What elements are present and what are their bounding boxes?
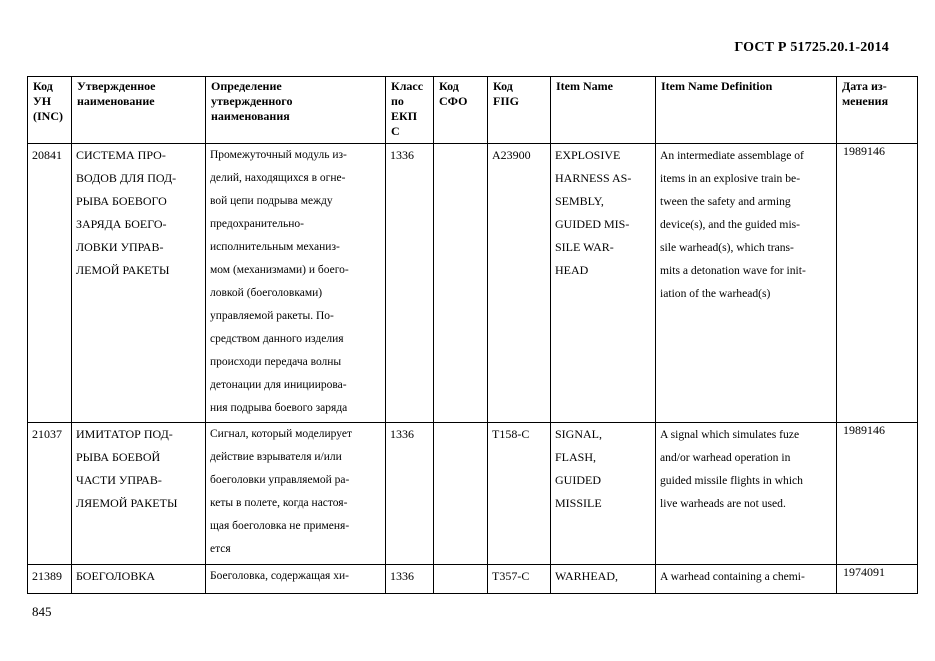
text-line: A signal which simulates fuze <box>660 428 800 441</box>
cell-item-name <box>551 423 656 565</box>
header-text-line: (INC) <box>33 109 63 123</box>
col-header-sfo <box>434 77 488 144</box>
header-text-line: Определение <box>211 79 282 93</box>
cell-fiig: A23900 <box>488 144 551 423</box>
text-line: HEAD <box>555 263 589 277</box>
cell-code: 20841 <box>28 144 72 423</box>
nomenclature-table <box>27 76 918 594</box>
cell-item-name <box>551 565 656 594</box>
text-line: GUIDED MIS- <box>555 217 630 231</box>
cell-definition <box>206 565 386 594</box>
page-number: 845 <box>32 604 52 619</box>
text-line: WARHEAD, <box>555 569 618 583</box>
header-text-line: Item Name <box>556 79 613 93</box>
text-line: guided missile flights in which <box>660 474 803 487</box>
header-text-line: по <box>391 94 404 108</box>
text-line: действие взрывателя и/или <box>210 451 342 463</box>
header-text-line: менения <box>842 94 889 108</box>
header-text-line: утвержденного <box>211 94 293 108</box>
header-text-line: Код <box>439 79 459 93</box>
header-text-line: Утвержденное <box>77 79 156 93</box>
text-line: items in an explosive train be- <box>660 172 801 185</box>
text-line: ЧАСТИ УПРАВ- <box>76 473 162 487</box>
text-line: and/or warhead operation in <box>660 451 791 464</box>
cell-fiig: T357-C <box>488 565 551 594</box>
col-header-date <box>837 77 918 144</box>
col-header-item-def <box>656 77 837 144</box>
table-row <box>28 144 918 423</box>
text-line: A warhead containing a chemi- <box>660 570 805 583</box>
text-line: live warheads are not used. <box>660 497 786 510</box>
text-line: ЗАРЯДА БОЕГО- <box>76 217 167 231</box>
standard-designation: ГОСТ Р 51725.20.1-2014 <box>734 40 889 55</box>
cell-name <box>72 423 206 565</box>
text-line: предохранительно- <box>210 218 304 230</box>
col-header-fiig <box>488 77 551 144</box>
header-text-line: Дата из- <box>842 79 887 93</box>
text-line: Боеголовка, содержащая хи- <box>210 570 349 582</box>
text-line: sile warhead(s), which trans- <box>660 241 794 254</box>
cell-sfo <box>434 144 488 423</box>
header-text-line: С <box>391 124 400 138</box>
text-line: происходи передача волны <box>210 356 342 368</box>
cell-sfo <box>434 423 488 565</box>
text-line: HARNESS AS- <box>555 171 632 185</box>
col-header-class <box>386 77 434 144</box>
cell-date: 1989146 <box>837 144 918 423</box>
text-line: EXPLOSIVE <box>555 148 621 162</box>
cell-code: 21389 <box>28 565 72 594</box>
text-line: tween the safety and arming <box>660 195 791 208</box>
text-line: FLASH, <box>555 450 597 464</box>
col-header-approved-name <box>72 77 206 144</box>
text-line: device(s), and the guided mis- <box>660 218 801 231</box>
header-text-line: УН <box>33 94 52 108</box>
text-line: An intermediate assemblage of <box>660 149 804 162</box>
header-text-line: Код <box>493 79 513 93</box>
text-line: mits a detonation wave for init- <box>660 264 806 277</box>
text-line: боеголовки управляемой ра- <box>210 474 350 486</box>
cell-date: 1989146 <box>837 423 918 565</box>
text-line: Сигнал, который моделирует <box>210 428 352 440</box>
text-line: вой цепи подрыва между <box>210 195 333 207</box>
text-line: SIGNAL, <box>555 427 602 441</box>
header-text-line: Код <box>33 79 53 93</box>
text-line: средством данного изделия <box>210 333 344 345</box>
text-line: БОЕГОЛОВКА <box>76 569 155 583</box>
text-line: РЫВА БОЕВОГО <box>76 194 167 208</box>
text-line: делий, находящихся в огне- <box>210 172 346 184</box>
text-line: ЛОВКИ УПРАВ- <box>76 240 164 254</box>
table-row <box>28 565 918 594</box>
header-text-line: СФО <box>439 94 468 108</box>
cell-item-def <box>656 565 837 594</box>
cell-sfo <box>434 565 488 594</box>
text-line: ния подрыва боевого заряда <box>210 402 348 414</box>
text-line: ЛЕМОЙ РАКЕТЫ <box>76 263 170 277</box>
text-line: SILE WAR- <box>555 240 614 254</box>
text-line: MISSILE <box>555 496 602 510</box>
header-text-line: FIIG <box>493 94 520 108</box>
cell-fiig: T158-C <box>488 423 551 565</box>
header-text-line: наименования <box>211 109 290 123</box>
table-header-row <box>28 77 918 144</box>
cell-class: 1336 <box>386 144 434 423</box>
cell-name <box>72 565 206 594</box>
col-header-item-name <box>551 77 656 144</box>
header-text-line: Item Name Definition <box>661 79 773 93</box>
header-text-line: Класс <box>391 79 424 93</box>
text-line: РЫВА БОЕВОЙ <box>76 450 161 464</box>
cell-item-def <box>656 144 837 423</box>
cell-class: 1336 <box>386 423 434 565</box>
cell-item-def <box>656 423 837 565</box>
col-header-inc <box>28 77 72 144</box>
col-header-definition <box>206 77 386 144</box>
text-line: ВОДОВ ДЛЯ ПОД- <box>76 171 177 185</box>
text-line: мом (механизмами) и боего- <box>210 264 349 276</box>
text-line: iation of the warhead(s) <box>660 287 771 300</box>
cell-definition <box>206 423 386 565</box>
text-line: кеты в полете, когда настоя- <box>210 497 348 509</box>
cell-code: 21037 <box>28 423 72 565</box>
header-text-line: ЕКП <box>391 109 418 123</box>
cell-definition <box>206 144 386 423</box>
text-line: исполнительным механиз- <box>210 241 340 253</box>
text-line: ИМИТАТОР ПОД- <box>76 427 173 441</box>
text-line: ловкой (боеголовками) <box>210 287 323 299</box>
text-line: SEMBLY, <box>555 194 604 208</box>
text-line: ется <box>210 543 231 555</box>
text-line: щая боеголовка не применя- <box>210 520 350 532</box>
text-line: СИСТЕМА ПРО- <box>76 148 166 162</box>
text-line: Промежуточный модуль из- <box>210 149 347 161</box>
cell-item-name <box>551 144 656 423</box>
text-line: GUIDED <box>555 473 601 487</box>
text-line: детонации для инициирова- <box>210 379 347 391</box>
cell-name <box>72 144 206 423</box>
text-line: управляемой ракеты. По- <box>210 310 334 322</box>
text-line: ЛЯЕМОЙ РАКЕТЫ <box>76 496 178 510</box>
cell-date: 1974091 <box>837 565 918 594</box>
header-text-line: наименование <box>77 94 155 108</box>
table-row <box>28 423 918 565</box>
cell-class: 1336 <box>386 565 434 594</box>
